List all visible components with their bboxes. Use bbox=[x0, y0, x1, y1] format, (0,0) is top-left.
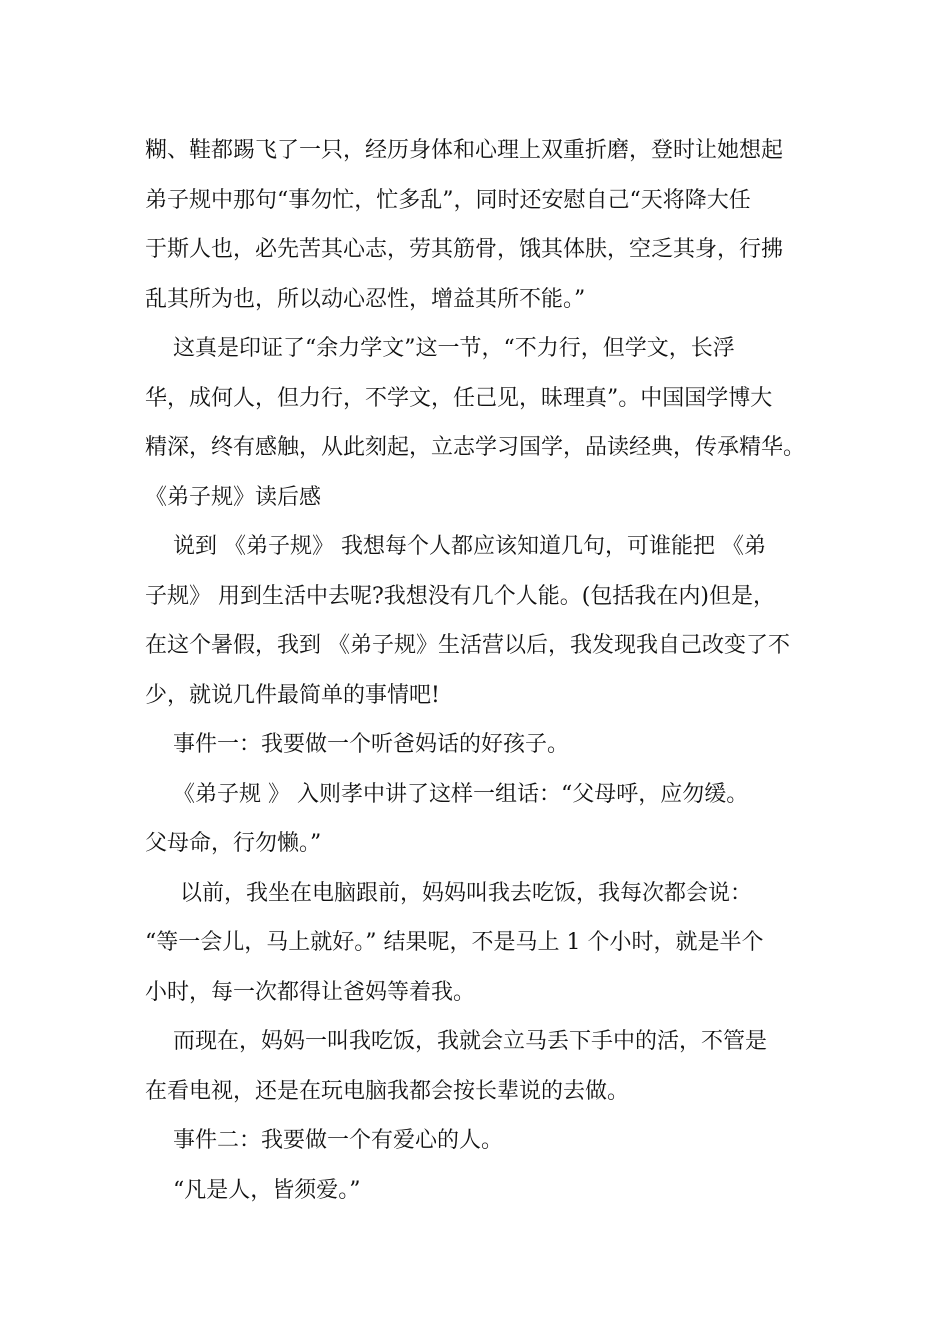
text-line: 在这个暑假，我到 《弟子规》生活营以后，我发现我自己改变了不 bbox=[145, 633, 790, 658]
text-line: 事件一：我要做一个听爸妈话的好孩子。 bbox=[145, 732, 569, 757]
text-line: 以前，我坐在电脑跟前，妈妈叫我去吃饭，我每次都会说： bbox=[145, 880, 752, 906]
text-line: 弟子规中那句“事勿忙，忙多乱”，同时还安慰自己“天将降大任 bbox=[145, 187, 751, 213]
text-line: 糊、鞋都踢飞了一只，经历身体和心理上双重折磨，登时让她想起 bbox=[145, 138, 784, 163]
text-line: 子规》 用到生活中去呢?我想没有几个人能。(包括我在内)但是， bbox=[145, 583, 775, 609]
text-line: 事件二：我要做一个有爱心的人。 bbox=[145, 1128, 503, 1153]
text-line: 于斯人也，必先苦其心志，劳其筋骨，饿其体肤，空乏其身，行拂 bbox=[145, 237, 784, 262]
text-line: 《弟子规 》 入则孝中讲了这样一组话：“父母呼，应勿缓。 bbox=[145, 781, 749, 807]
text-line: 乱其所为也，所以动心忍性，增益其所不能。” bbox=[145, 286, 586, 312]
text-line: 在看电视，还是在玩电脑我都会按长辈说的去做。 bbox=[145, 1078, 630, 1104]
text-line: 父母命，行勿懒。” bbox=[145, 831, 322, 856]
text-line: “凡是人，皆须爱。” bbox=[145, 1177, 361, 1203]
document-body bbox=[145, 126, 825, 1215]
text-line: 这真是印证了“余力学文”这一节，“不力行，但学文，长浮 bbox=[145, 336, 735, 361]
text-line: 华，成何人，但力行，不学文，任己见，昧理真”。中国国学博大 bbox=[145, 385, 773, 411]
section-title: 《弟子规》读后感 bbox=[145, 484, 322, 510]
text-line: 少，就说几件最简单的事情吧! bbox=[145, 682, 440, 708]
text-line: “等一会儿，马上就好。” 结果呢，不是马上 1 个小时，就是半个 bbox=[145, 930, 764, 955]
text-line: 小时，每一次都得让爸妈等着我。 bbox=[145, 979, 476, 1005]
text-line: 而现在，妈妈一叫我吃饭，我就会立马丢下手中的活，不管是 bbox=[145, 1029, 767, 1054]
text-line: 说到 《弟子规》 我想每个人都应该知道几句，可谁能把 《弟 bbox=[145, 534, 766, 559]
text-line: 精深，终有感触，从此刻起，立志学习国学，品读经典，传承精华。 bbox=[145, 435, 806, 460]
